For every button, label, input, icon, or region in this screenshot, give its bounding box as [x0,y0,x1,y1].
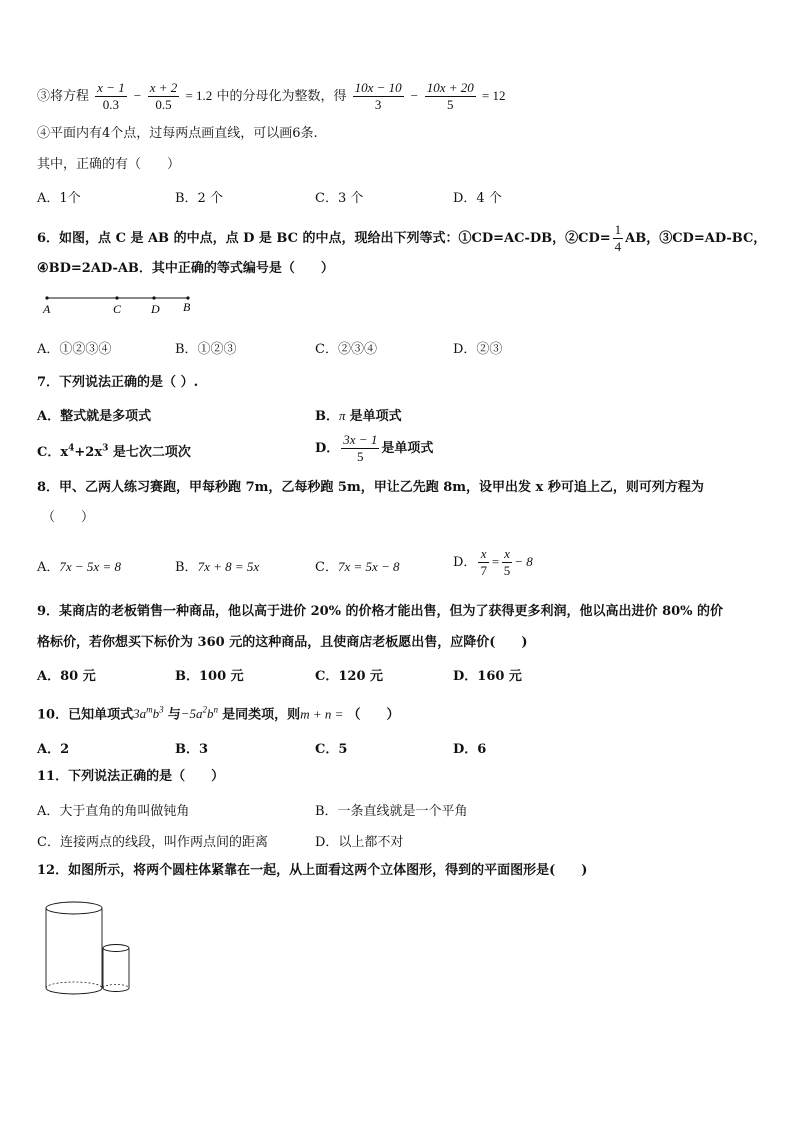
q8-option-a: A．7x − 5x = 8 [37,559,121,575]
q8-option-b: B．7x + 8 = 5x [175,559,260,575]
frac-10x+20-over-5: $\frac{10x + 20}{5}$ [426,80,474,112]
point-b-label: B [183,300,191,314]
monomial-1: $3a^mb^3$ [133,705,164,722]
q7-option-d: D． $\frac{3x - 1}{5}$ 是单项式 [315,432,434,464]
q5-item3-prefix: ③将方程 [37,89,90,104]
q5-option-b: B．2 个 [175,191,223,206]
cylinders-figure [40,895,140,1001]
frac-1-over-4: $\frac{1}{4}$ [614,222,622,254]
q9-stem: 9．某商店的老板销售一种商品，他以高于进价 20% 的价格才能出售，但为了获得更多利润，他以高出进价 80% 的价 [37,604,724,619]
q6-stem-c: ④BD=2AD-AB．其中正确的等式编号是（ ） [37,261,334,276]
q6-stem-b: AB，③CD=AD-BC， [625,231,767,246]
q7-stem: 7．下列说法正确的是（ ）. [37,375,199,390]
point-d-label: D [151,302,160,316]
q5-item3-mid: 中的分母化为整数，得 [216,89,347,104]
q9-option-a: A．80 元 [37,669,96,684]
q11-stem: 11．下列说法正确的是（ ） [37,769,225,784]
q6-segment-figure [38,290,208,320]
q6-option-a: A．①②③④ [37,342,112,357]
frac-3x-1-over-5: $\frac{3x - 1}{5}$ [343,432,378,464]
q6-option-c: C．②③④ [315,342,377,357]
point-c-label: C [113,302,122,316]
frac-10x-10-over-3: $\frac{10x - 10}{3}$ [354,80,402,112]
q10-option-c: C．5 [315,742,348,757]
monomial-2: $-5a^2b^n$ [180,705,219,722]
q5-item4: ④平面内有4个点，过每两点画直线，可以画6条. [37,126,318,141]
frac-x-1-over-0.3: $\frac{x - 1}{0.3}$ [97,80,125,112]
q7-option-c: C．$x^4+2x^3$ 是七次二项次 [37,443,191,460]
q8-option-d: D． $\frac{x}{7}$ = $\frac{x}{5}$ − 8 [453,546,533,578]
q9-option-c: C．120 元 [315,669,384,684]
q7-option-a: A．整式就是多项式 [37,409,152,424]
q11-option-d: D．以上都不对 [315,835,404,850]
q5-item3: ③将方程 $\frac{x - 1}{0.3}$ − $\frac{x + 2}{0.5}$ = 1.2 中的分母化为整数，得 $\frac{10x - 10}{3}$ − $\frac{10x + 20}{5}$ = 12 [37,80,506,112]
q10-option-d: D．6 [453,742,487,757]
q9-option-d: D．160 元 [453,669,522,684]
q12-stem: 12．如图所示，将两个圆柱体紧靠在一起，从上面看这两个立体图形，得到的平面图形是( ) [37,863,588,878]
q5-option-d: D．4 个 [453,191,502,206]
q6-option-d: D．②③ [453,342,503,357]
q11-option-a: A．大于直角的角叫做钝角 [37,804,190,819]
q8-stem: 8．甲、乙两人练习赛跑，甲每秒跑 7m，乙每秒跑 5m，甲让乙先跑 8m，设甲出发 x 秒可追上乙，则可列方程为 [37,480,704,495]
point-a-label: A [43,302,51,316]
q11-option-c: C．连接两点的线段，叫作两点间的距离 [37,835,268,850]
q5-tail: 其中，正确的有（ ） [37,157,181,172]
q8-stem2: （ ） [42,510,95,525]
q7-option-b: B．π 是单项式 [315,408,402,424]
q6-option-b: B．①②③ [175,342,237,357]
q10-stem: 10．已知单项式$3a^mb^3$ 与$-5a^2b^n$ 是同类项，则m + n = （ ） [37,705,400,723]
q5-option-c: C．3 个 [315,191,364,206]
q6-stem [37,222,766,255]
q8-option-c: C．7x = 5x − 8 [315,559,400,575]
q9-option-b: B．100 元 [175,669,244,684]
q5-option-a: A．1个 [37,191,81,206]
q6-stem-a: 6．如图，点 C 是 AB 的中点，点 D 是 BC 的中点，现给出下列等式：①CD=AC-DB，②CD= [37,231,611,246]
m-plus-n: m + n = [300,706,344,722]
frac-x+2-over-0.5: $\frac{x + 2}{0.5}$ [149,80,178,112]
q10-option-b: B．3 [175,742,209,757]
q10-option-a: A．2 [37,742,70,757]
q9-stem2: 格标价，若你想买下标价为 360 元的这种商品，且使商店老板愿出售，应降价( ) [37,635,528,650]
q11-option-b: B．一条直线就是一个平角 [315,804,468,819]
